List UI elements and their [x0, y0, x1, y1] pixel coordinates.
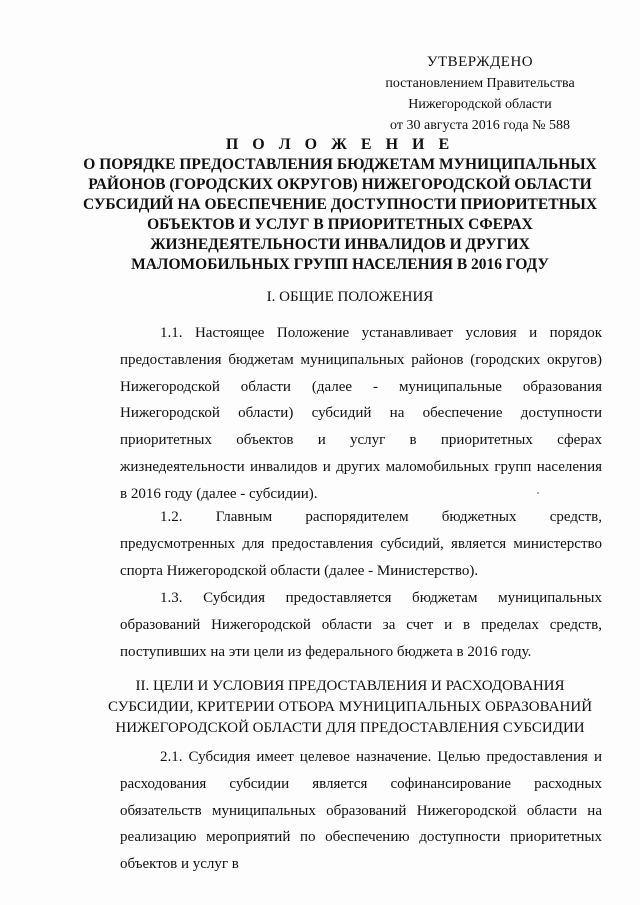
- approval-stamp-title: УТВЕРЖДЕНО: [426, 54, 534, 70]
- scan-speck: [537, 492, 539, 494]
- title-word: П О Л О Ж Е Н И Е: [225, 136, 455, 153]
- paragraph-1-2: 1.2. Главным распорядителем бюджетных средств, предусмотренных для предоставления субсидий, является министерство спорта Нижегородской области (далее - Министерство).: [120, 509, 602, 579]
- section-2-heading-line-1: II. ЦЕЛИ И УСЛОВИЯ ПРЕДОСТАВЛЕНИЯ И РАСХОДОВАНИЯ: [135, 678, 565, 694]
- section-2-heading-line-3: НИЖЕГОРОДСКОЙ ОБЛАСТИ ДЛЯ ПРЕДОСТАВЛЕНИЯ СУБСИДИИ: [115, 720, 585, 736]
- title-line-4: ОБЪЕКТОВ И УСЛУГ В ПРИОРИТЕТНЫХ СФЕРАХ: [147, 216, 533, 233]
- approval-stamp: [360, 52, 600, 136]
- title-line-6: МАЛОМОБИЛЬНЫХ ГРУПП НАСЕЛЕНИЯ В 2016 ГОДУ: [131, 256, 549, 273]
- approval-line-1: постановлением Правительства: [385, 76, 575, 91]
- section-2-heading-line-2: СУБСИДИИ, КРИТЕРИИ ОТБОРА МУНИЦИПАЛЬНЫХ ОБРАЗОВАНИЙ: [107, 699, 593, 715]
- title-line-5: ЖИЗНЕДЕЯТЕЛЬНОСТИ ИНВАЛИДОВ И ДРУГИХ: [150, 236, 530, 253]
- title-line-2: РАЙОНОВ (ГОРОДСКИХ ОКРУГОВ) НИЖЕГОРОДСКОЙ ОБЛАСТИ: [88, 176, 592, 193]
- section-2-heading: [95, 676, 605, 739]
- section-1-heading: I. ОБЩИЕ ПОЛОЖЕНИЯ: [266, 289, 434, 305]
- paragraph-1-1: 1.1. Настоящее Положение устанавливает условия и порядок предоставления бюджетам муниципальных районов (городских округов) Нижегородской области (далее - муниципальные образования Нижегородской области) субсидий на обеспечение доступности приоритетных объектов и услуг в приоритетных сферах жизнедеятельности инвалидов и других маломобильных групп населения в 2016 году (далее - субсидии).: [120, 325, 602, 502]
- paragraph-2-1: 2.1. Субсидия имеет целевое назначение. Целью предоставления и расходования субсидии является софинансирование расходных обязательств муниципальных образований Нижегородской области на реализацию мероприятий по обеспечению доступности приоритетных объектов и услуг в: [120, 749, 602, 873]
- title-line-1: О ПОРЯДКЕ ПРЕДОСТАВЛЕНИЯ БЮДЖЕТАМ МУНИЦИПАЛЬНЫХ: [83, 156, 597, 173]
- approval-line-3: от 30 августа 2016 года № 588: [390, 118, 570, 133]
- paragraph-1-3: 1.3. Субсидия предоставляется бюджетам муниципальных образований Нижегородской области за счет и в пределах средств, поступивших на эти цели из федерального бюджета в 2016 году.: [120, 590, 602, 660]
- document-title: [75, 135, 605, 275]
- title-line-3: СУБСИДИЙ НА ОБЕСПЕЧЕНИЕ ДОСТУПНОСТИ ПРИОРИТЕТНЫХ: [82, 196, 598, 213]
- approval-line-2: Нижегородской области: [408, 97, 552, 112]
